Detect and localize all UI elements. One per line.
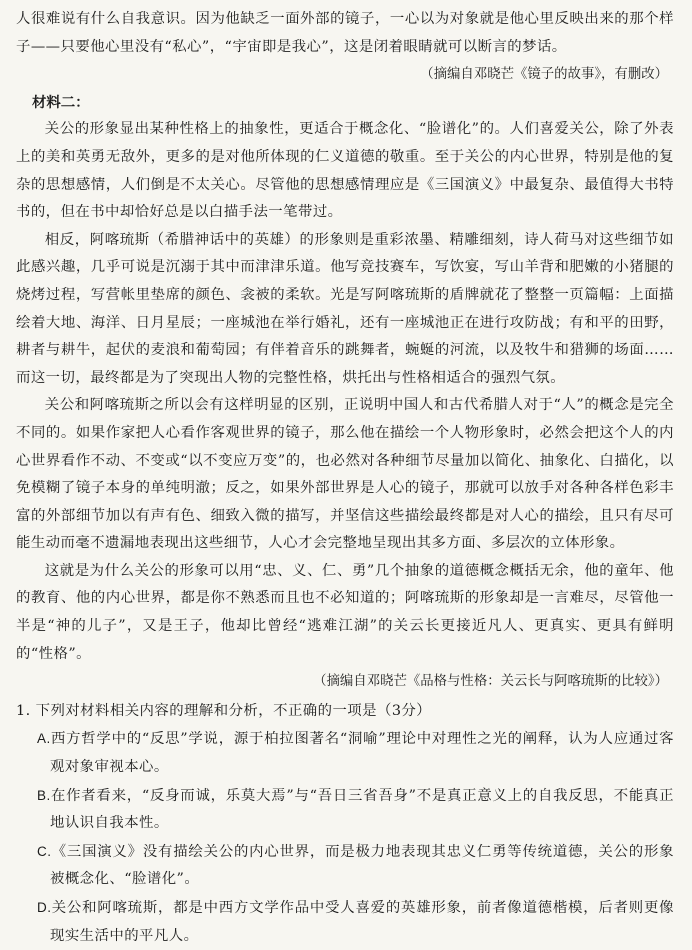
material2-source: （摘编自邓晓芒《品格与性格：关云长与阿喀琉斯的比较》）	[313, 674, 668, 690]
option-a-label: A.	[37, 731, 51, 747]
option-c-label: C.	[37, 843, 52, 859]
material1-closing-paragraph: 人很难说有什么自我意识。因为他缺乏一面外部的镜子，一心以为对象就是他心里反映出来的那个样子——只要他心里没有“私心”，“宇宙即是我心”，这是闭着眼睛就可以断言的梦话。	[16, 11, 674, 55]
material2-heading: 材料二：	[32, 93, 90, 111]
question-1-option-a[interactable]	[16, 725, 674, 781]
option-b-text: 在作者看来，“反身而诚，乐莫大焉”与“吾日三省吾身”不是真正意义上的自我反思，不能真正地认识自我本性。	[50, 787, 674, 832]
option-c-text: 《三国演义》没有描绘关公的内心世界，而是极力地表现其忠义仁勇等传统道德，关公的形象被概念化、“脸谱化”。	[50, 843, 674, 888]
question-1-option-d[interactable]	[16, 894, 674, 950]
material2-paragraph-1: 关公的形象显出某种性格上的抽象性，更适合于概念化、“脸谱化”的。人们喜爱关公，除了外表上的美和英勇无敌外，更多的是对他所体现的仁义道德的敬重。至于关公的内心世界，特别是他的复杂的思想感情，人们倒是不太关心。尽管他的思想感情理应是《三国演义》中最复杂、最值得大书特书的，但在书中却恰好总是以白描手法一笔带过。	[16, 121, 674, 221]
question-1-stem: 1. 下列对材料相关内容的理解和分析，不正确的一项是（3分）	[16, 702, 432, 719]
material2-paragraph-2: 相反，阿喀琉斯（希腊神话中的英雄）的形象则是重彩浓墨、精雕细刻，诗人荷马对这些细节如此感兴趣，几乎可说是沉溺于其中而津津乐道。他写竞技赛车，写饮宴，写山羊背和肥嫩的小猪腿的烧烤过程，写营帐里垫席的颜色、衾被的柔软。光是写阿喀琉斯的盾牌就花了整整一页篇幅：上面描绘着大地、海洋、日月星辰；一座城池在举行婚礼，还有一座城池正在进行攻防战；有和平的田野，耕者与耕牛，起伏的麦浪和葡萄园；有伴着音乐的跳舞者，蜿蜒的河流，以及牧牛和猎狮的场面……而这一切，最终都是为了突现出人物的完整性格，烘托出与性格相适合的强烈气氛。	[16, 231, 674, 386]
material2-paragraph-4: 这就是为什么关公的形象可以用“忠、义、仁、勇”几个抽象的道德概念概括无余，他的童年、他的教育、他的内心世界，都是你不熟悉而且也不必知道的；阿喀琉斯的形象却是一言难尽，尽管他一半是“神的儿子”，又是王子，他却比曾经“逃难江湖”的关云长更接近凡人、更真实、更具有鲜明的“性格”。	[16, 562, 674, 662]
option-a-text: 西方哲学中的“反思”学说，源于柏拉图著名“洞喻”理论中对理性之光的阐释，认为人应通过客观对象审视本心。	[50, 731, 674, 776]
option-d-label: D.	[37, 900, 52, 915]
material2-paragraph-3: 关公和阿喀琉斯之所以会有这样明显的区别，正说明中国人和古代希腊人对于“人”的概念是完全不同的。如果作家把人心看作客观世界的镜子，那么他在描绘一个人物形象时，必然会把这个人的内心世界看作不动、不变或“以不变应万变”的，也必然对各种细节尽量加以简化、抽象化、白描化，以免模糊了镜子本身的单纯明澈；反之，如果外部世界是人心的镜子，那就可以放手对各种各样色彩丰富的外部细节加以有声有色、细致入微的描写，并坚信这些描绘最终都是对人心的描绘，且只有尽可能生动而毫不遗漏地表现出这些细节，人心才会完整地呈现出其多方面、多层次的立体形象。	[16, 397, 674, 552]
option-d-text: 关公和阿喀琉斯，都是中西方文学作品中受人喜爱的英雄形象，前者像道德楷模，后者则更像现实生活中的平凡人。	[50, 900, 674, 944]
question-1-option-c[interactable]	[16, 838, 674, 894]
question-1-option-b[interactable]	[16, 782, 674, 838]
option-b-label: B.	[37, 787, 51, 803]
material1-source: （摘编自邓晓芒《镜子的故事》，有删改）	[420, 67, 668, 83]
